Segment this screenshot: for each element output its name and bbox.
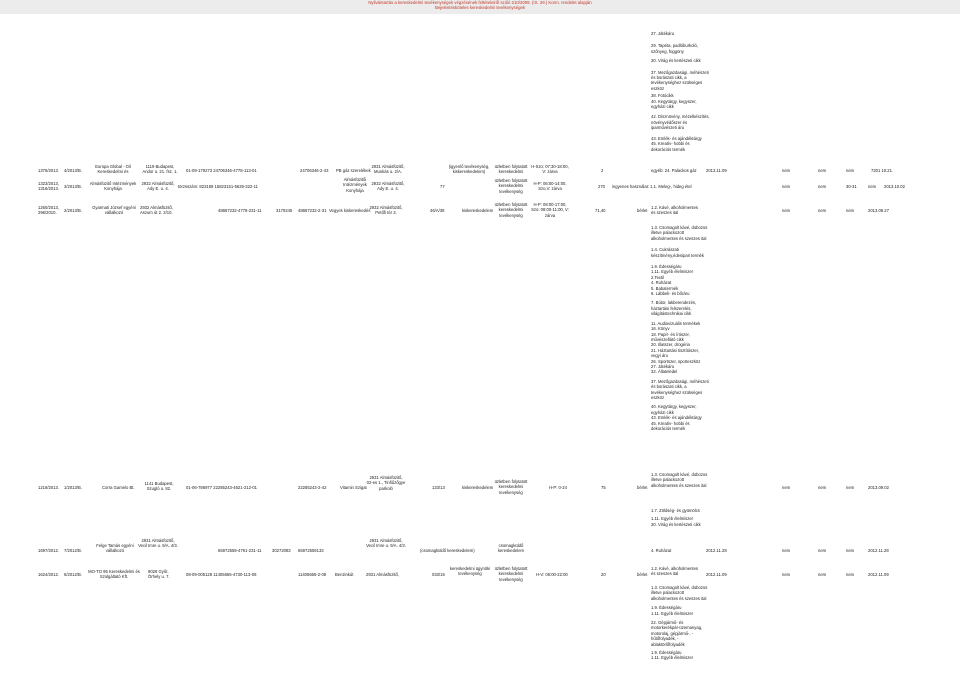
list-item: 16. Könyv <box>651 326 670 332</box>
list-item: 29. Tapéta, padlóburkoló, szőnyeg, függöny <box>651 43 698 54</box>
shop-name: Vegyes kiskereskedés <box>329 208 371 213</box>
document-header <box>0 0 960 14</box>
list-item: 1.11. Egyéb élelmiszer <box>651 516 694 522</box>
reg-number: 1323/2013, 1316/2013. <box>38 181 59 192</box>
company-address: 1119 Budapest, Andor u. 21. fsz. 1. <box>142 164 178 175</box>
company-address: 9028 Győr, Örhely u. 7. <box>148 569 170 580</box>
activity-form: (igyenlő tevékenység, kiskereskedelem) <box>448 164 490 175</box>
product-list-bottom <box>651 585 709 661</box>
case-number: 1/2013/B. <box>64 485 82 490</box>
flag-a: nem <box>782 485 791 490</box>
header-line2: Bejelentésköteles kereskedelmi tevékenységek <box>434 5 526 10</box>
activity-kind: üzletben folytatott kereskedelmi tevékenység <box>494 566 528 582</box>
list-item: 45. Kreatív- hobbi és dekorációs termék <box>651 420 690 431</box>
date: 2012.11.09 <box>706 572 727 577</box>
flag-c: nem <box>846 168 855 173</box>
company-address: 1141 Budapest, Szugló u. 82. <box>144 481 174 492</box>
activity-kind: üzletben folytatott kereskedelmi tevékenység <box>494 178 528 194</box>
floor-area: 75 <box>601 485 606 490</box>
end-date: 2012.11.09 <box>868 572 889 577</box>
list-item: 37. Mezőgazdasági, méhészeti és borászati cikk, a tevékenységhez szükséges eszköz <box>651 378 709 400</box>
flag-b: nem <box>818 485 827 490</box>
product-item: egyéb: 24. Palackos gáz <box>651 168 697 173</box>
list-item: 21. Háztartási tisztítószer, vegyi áru <box>651 347 699 359</box>
date: 2013.09.27 <box>868 208 889 213</box>
registry-ids: törzsszám: 823159 15823151-5629-322-11 <box>178 184 259 189</box>
list-item: 27. Játékáru <box>651 363 675 369</box>
flag-c: 30-31 <box>846 184 857 189</box>
list-item: 45. Kreatív- hobbi és dekorációs termék <box>651 141 690 152</box>
floor-area: 20 <box>601 572 606 577</box>
flag-b: nem <box>818 168 827 173</box>
reg-number: 1624/2012. <box>38 572 59 577</box>
list-item: 1.11. Egyéb élelmiszer <box>651 269 694 275</box>
product-item: ingyenes használat: 1.1. Meleg-, hideg étel <box>612 184 692 189</box>
site-address: 2931 Almásfüzitő, <box>366 572 400 577</box>
reg-number: 1697/2012. <box>38 548 59 553</box>
company-name: Corra Gamelo Bt. <box>102 485 135 490</box>
site-code: 46/A/38 <box>430 208 445 213</box>
list-item: 43. Emlék- és ajándéktárgy <box>651 415 702 421</box>
activity-form: (csomagküldő kereskedelem) <box>420 548 475 553</box>
list-item: 38. Fotócikk <box>651 93 674 99</box>
list-item: 4. Ruházat <box>651 280 672 286</box>
activity-form: kiskereskedelem <box>462 485 494 490</box>
shop-name: Vitamin Szigat <box>340 485 367 490</box>
site-address: 2931 Almásfüzitő, Munkás u. 2/A. <box>371 164 405 175</box>
list-item: 18. Papír- és írószer, művészellátó cikk <box>651 331 690 342</box>
list-item: 37. Mezőgazdasági, méhészeti és borászati cikk, a tevékenységhez szükséges eszköz <box>651 69 709 91</box>
activity-kind: üzletben folytatott kereskedelmi tevékenység <box>494 479 528 495</box>
list-item: 7. Bútor, lakberendezés, háztartási felszerelés, világítástechnikai cikk <box>651 300 697 317</box>
shop-name: PB gáz szerelékek <box>336 168 371 173</box>
site-code: 77 <box>440 184 445 189</box>
company-name: Almásfüzitő Intézmények Konyhája <box>89 181 137 192</box>
site-code: 033/16 <box>432 572 445 577</box>
flag-a: nem <box>782 208 791 213</box>
list-item: 1.11. Egyéb élelmiszer <box>651 655 694 661</box>
flag-c: nem <box>846 548 855 553</box>
flag-c: nem <box>846 208 855 213</box>
opening-hours: H-P: 0-24 <box>549 485 567 490</box>
company-name: MO-TO 95 Kereskedelmi és Szolgáltató Kft. <box>88 569 140 580</box>
company-name: Gyarmati József egyéni vállalkozó <box>92 205 136 216</box>
company-name: Felge Tamás egyéni vállalkozó <box>96 543 134 554</box>
company-address: 2932 Almásfüzitő, Aszum út 2. 2/10. <box>140 205 174 216</box>
registry-ids: 48867232-4778-231-11 <box>218 208 262 213</box>
list-item: 43. Emlék- és ajándéktárgy <box>651 135 702 141</box>
list-item: 26. Sportszer, sporteszköz <box>651 358 701 364</box>
list-item: 40. Kegytárgy, kegyszer, egyházi cikk <box>651 404 697 415</box>
site-address: 2932 Almásfüzitő, Petőfi tér 3. <box>369 205 403 216</box>
end-date: 7201 10.21. <box>871 168 894 173</box>
list-item: 1.9. Édességáru <box>651 650 682 656</box>
reg-number: 1218/2013. <box>38 485 59 490</box>
site-address: 2931 Almásfüzitő, 02-es 1., Tinfiűzőgye parkoló <box>366 475 406 491</box>
usage-type: bérlet <box>637 572 648 577</box>
list-item: 20. Illatszer, drogéria <box>651 342 690 348</box>
list-item: 2.Textil <box>651 274 665 280</box>
usage-type: bérlet <box>637 208 648 213</box>
opening-hours: H-P: 08:00-17:00, Szo: 08:00-11:00, V: zárva <box>531 202 569 218</box>
company-address: 2932 Almásfüzitő, Ady E. u. 4. <box>141 181 175 192</box>
list-item: 1.3. Csomagolt kávé, dobozos illetve palackozott alkoholmentes és szeszes ital <box>651 225 708 241</box>
flag-a: nem <box>782 168 791 173</box>
tax-number: 24706346-2-43 <box>300 168 329 173</box>
activity-kind: csomagküldő kereskedelem <box>497 543 525 554</box>
case-number: 3/2013/B. <box>64 184 82 189</box>
list-item: 1.11. Egyéb élelmiszer <box>651 610 694 616</box>
date: 2013.10.02 <box>884 184 905 189</box>
case-number: 7/2012/B. <box>64 548 82 553</box>
list-item: 1.9. Édességáru <box>651 605 682 611</box>
tax-number: 11405665-2-08 <box>298 572 327 577</box>
product-item: 1.2. Kávé, alkoholmentes és szeszes ital <box>651 566 699 577</box>
product-list-middle <box>651 225 709 431</box>
product-item: 4. Ruházat <box>651 548 672 553</box>
list-item: 42. Dísznövény, mézelkészítés, növényvédőszer és iparművészeti áru <box>651 114 710 131</box>
flag-b: nem <box>818 548 827 553</box>
flag-c: nem <box>846 572 855 577</box>
list-item: 5. Babatermék <box>651 285 679 291</box>
list-item: 40. Kegytárgy, kegyszer, egyházi cikk <box>651 98 697 110</box>
usage-type: bérlet <box>637 485 648 490</box>
registry-ids: 01-09-179273 24706346-4778-113-01 <box>186 168 257 173</box>
list-item: 6. Lábbeli- és bőráru <box>651 291 690 297</box>
activity-form: kiskereskedelem <box>462 208 494 213</box>
list-item: 1.9. Édességáru <box>651 264 682 270</box>
activity-kind: üzletben folytatott kereskedelmi tevékenység <box>494 202 528 218</box>
case-number: 4/2013/B. <box>64 168 82 173</box>
tax-number-2: 48867232-2-31 <box>298 208 327 213</box>
flag-b: nem <box>818 208 827 213</box>
product-item: 1.2. Kávé, alkoholmentes és szeszes ital <box>651 205 699 216</box>
date: 2012.11.28 <box>706 548 727 553</box>
reg-number: 1260/2013, 296/2010. <box>38 205 59 216</box>
registry-ids: 65972559-4791-231-11 <box>218 548 262 553</box>
site-code: 133/13 <box>432 485 445 490</box>
case-number: 6/2012/B. <box>64 572 82 577</box>
flag-a: nem <box>782 184 791 189</box>
company-address: 2931 Almásfüzitő, Vecil Imre u. 9/A. 4/3. <box>138 538 178 549</box>
date: 2013.09.02 <box>868 485 889 490</box>
end-date: 2012.11.28 <box>868 548 889 553</box>
activity-form: kereskedelmi ügynöki tevékenység <box>449 566 491 577</box>
site-address: 2932 Almásfüzitő, Ady E. u. 4. <box>371 181 405 192</box>
header-line1: Nyilvántartás a kereskedelmi tevékenységek végzésének feltételeiről szóló 210/2009. (IX. 29.) Korm. rendelet alapján <box>368 0 592 5</box>
list-item: 27. Játékáru <box>651 31 675 36</box>
case-number: 2/2013/B. <box>64 208 82 213</box>
product-list-top <box>651 31 711 152</box>
opening-hours: H-Szo: 07:30-18:00, V: zárva <box>531 164 569 175</box>
list-item: 1.4. Cukrászati készítmény,édesipari termék <box>651 247 704 258</box>
list-item: 22. Gépjármű- és motorkerékpár-üzemanyag, motorolaj, gépjármű-, -hűtőfolyadék, -ablaktörlőfolyadék <box>651 620 703 647</box>
date: 2013.11.09 <box>706 168 727 173</box>
activity-kind: üzletben folytatott kereskedelmi <box>494 164 528 175</box>
product-item: 1.3. Csomagolt kávé, dobozos illetve palackozott alkoholmentes és szeszes ital <box>651 472 708 488</box>
flag-a: nem <box>782 548 791 553</box>
list-item: 11. Audiovizuális termékek <box>651 320 701 326</box>
list-item: 1.3. Csomagolt kávé, dobozos illetve palackozott alkoholmentes és szeszes ital <box>651 585 708 601</box>
reg-number: 1376/2013. <box>38 168 59 173</box>
flag-b: nem <box>818 184 827 189</box>
tax-number: 30272083 <box>272 548 291 553</box>
opening-hours: H-V: 06:00-22:00 <box>536 572 568 577</box>
site-name: Almásfüzitői Intézmények Konyhája <box>343 177 367 193</box>
company-name: Europa Global - Oil Kereskedelmi és <box>95 164 131 175</box>
tax-number: 22285243-2-42 <box>298 485 327 490</box>
opening-hours: H-P: 06:00-14:00, Szo,V: zárva <box>533 181 567 192</box>
list-item: 30. Virág és kertészeti cikk <box>651 58 701 64</box>
flag-b: nem <box>818 572 827 577</box>
row-count: 270 <box>598 184 605 189</box>
registry-ids: 01-06-786977 22285243-4621-212-01 <box>186 485 258 490</box>
floor-area: 71,40 <box>595 208 606 213</box>
site-address: 2931 Almásfüzitő, Vecil Imre u. 9/A. 4/3. <box>366 538 406 549</box>
row-count: 2 <box>601 168 604 173</box>
registry-ids: 08-09-005128 11405665-4730-113-08 <box>186 572 257 577</box>
flag-a: nem <box>782 572 791 577</box>
list-item: 1.7. Zöldség- és gyümölcs <box>651 508 700 513</box>
product-list-row4 <box>651 508 709 527</box>
flag-d: nem <box>868 184 877 189</box>
flag-c: nem <box>846 485 855 490</box>
tax-number: 3179245 <box>276 208 293 213</box>
shop-name: Benzinkút <box>335 572 354 577</box>
tax-number-2: 65972559133 <box>298 548 324 553</box>
list-item: 32. Állateledel <box>651 369 678 375</box>
list-item: 30. Virág és kertészeti cikk <box>651 521 701 527</box>
